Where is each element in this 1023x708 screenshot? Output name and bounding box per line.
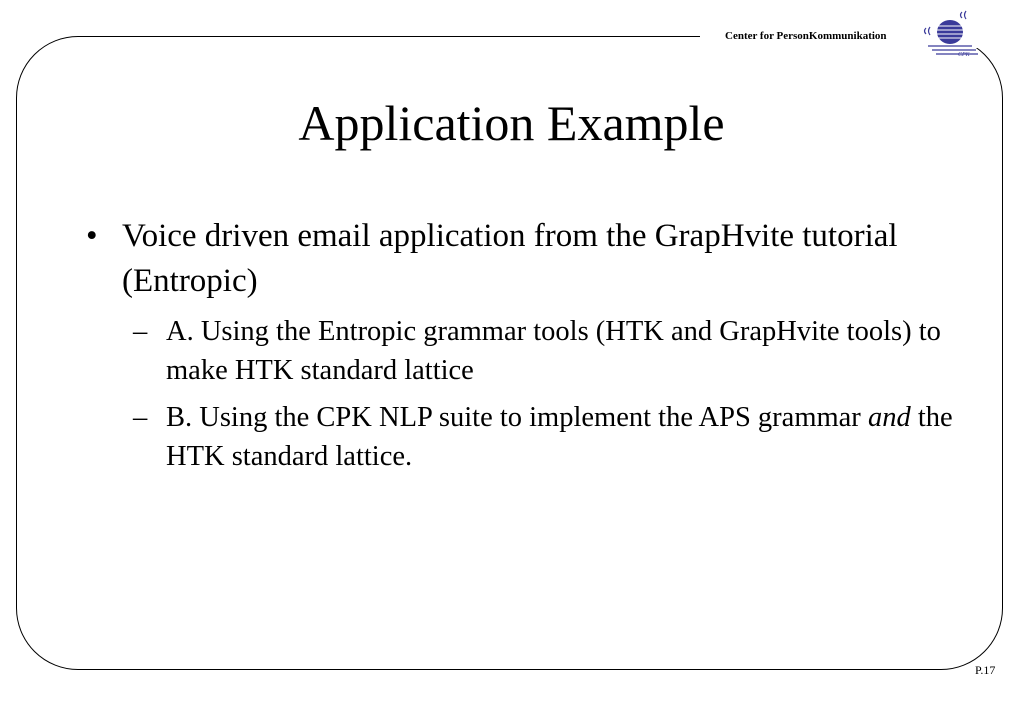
bullet-text: Voice driven email application from the GrapHvite tutorial (Entropic) <box>122 218 898 299</box>
subbullet-text-italic: and <box>867 402 911 433</box>
subbullet-item <box>133 312 966 390</box>
subbullet-text-before: B. Using the CPK NLP suite to implement the APS grammar <box>166 402 868 433</box>
subbullet-list <box>86 312 966 476</box>
subbullet-item <box>133 398 966 476</box>
org-name: Center for PersonKommunikation <box>725 30 887 42</box>
page-number: P.17 <box>975 663 996 677</box>
subbullet-text-after: the HTK standard lattice. <box>166 402 953 472</box>
bullet-item <box>86 214 966 304</box>
subbullet-marker: – <box>133 402 148 433</box>
slide-content <box>86 214 966 484</box>
subbullet-text: A. Using the Entropic grammar tools (HTK and GrapHvite tools) to make HTK standard lattice <box>166 316 941 386</box>
logo-caption: CPK <box>958 52 970 58</box>
bullet-marker: • <box>86 218 98 254</box>
cpk-logo-icon <box>920 8 982 62</box>
subbullet-marker: – <box>133 316 148 347</box>
slide-title: Application Example <box>298 95 725 151</box>
